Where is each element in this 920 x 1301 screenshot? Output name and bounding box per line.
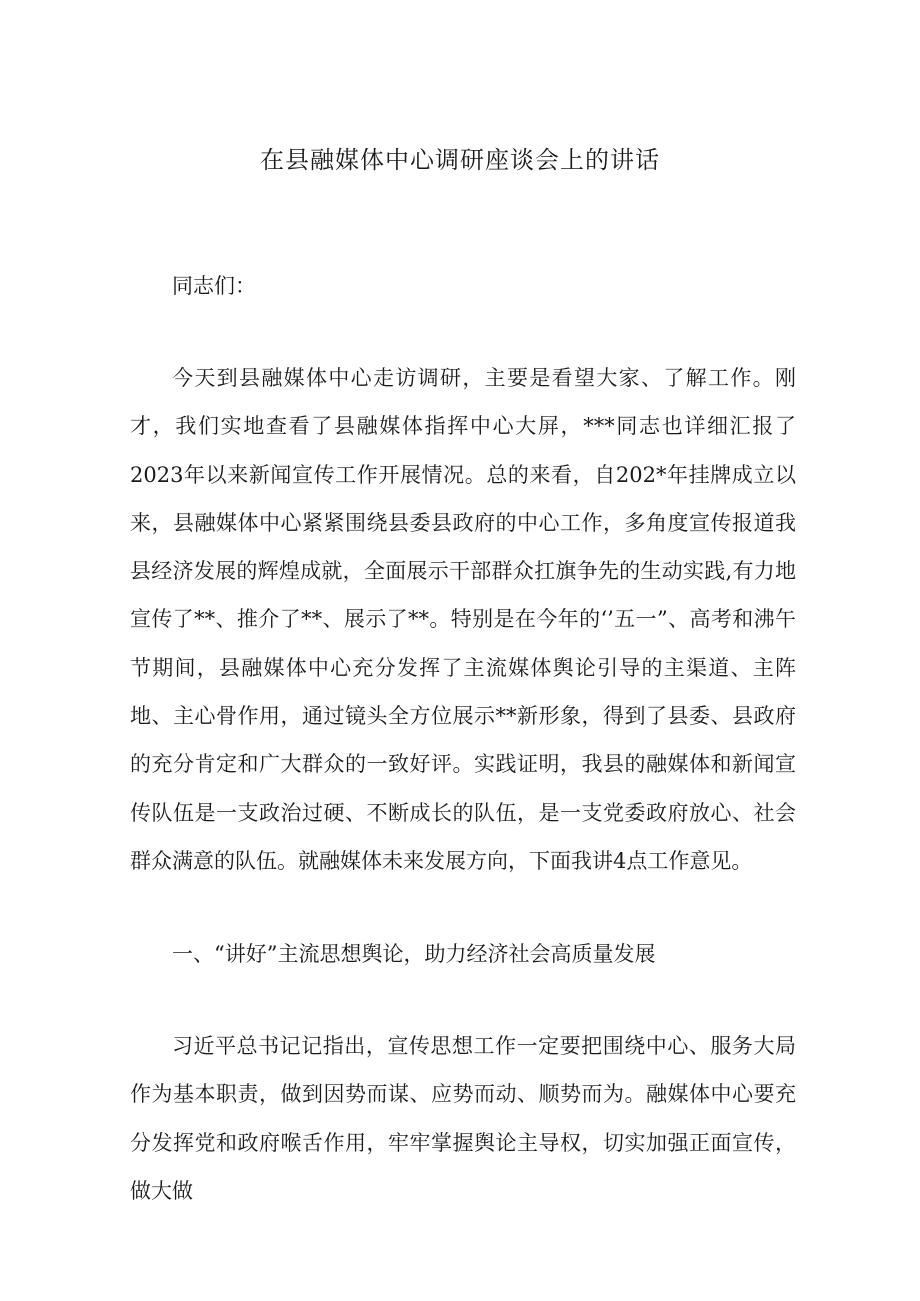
greeting-line: 同志们： [172,274,256,298]
document-title: 在县融媒体中心调研座谈会上的讲话 [260,146,660,174]
paragraph-intro: 今天到县融媒体中心走访调研，主要是看望大家、了解工作。刚才，我们实地查看了县融媒体指挥中心大屏，***同志也详细汇报了2023年以来新闻宣传工作开展情况。总的来看，自202*年挂牌成立以来，县融媒体中心紧紧围绕县委县政府的中心工作，多角度宣传报道我县经济发展的辉煌成就，全面展示干部群众扛旗争先的生动实践,有力地宣传了**、推介了**、展示了**。特别是在今年的‘’五一”、高考和沸午节期间，县融媒体中心充分发挥了主流媒体舆论引导的主渠道、主阵地、主心骨作用，通过镜头全方位展示**新形象，得到了县委、县政府的充分肯定和广大群众的一致好评。实践证明，我县的融媒体和新闻宣传队伍是一支政治过硬、不断成长的队伍，是一支党委政府放心、社会群众满意的队伍。就融媒体未来发展方向，下面我讲4点工作意见。 [130,366,796,873]
paragraph-section-1: 习近平总书记记指出，宣传思想工作一定要把围绕中心、服务大局作为基本职责，做到因势而谋、应势而动、顺势而为。融媒体中心要充分发挥党和政府喉舌作用，牢牢掌握舆论主导权，切实加强正面宣传，做大做 [130,1034,796,1203]
section-heading-1: 一、“讲好”主流思想舆论，助力经济社会高质量发展 [172,942,656,966]
